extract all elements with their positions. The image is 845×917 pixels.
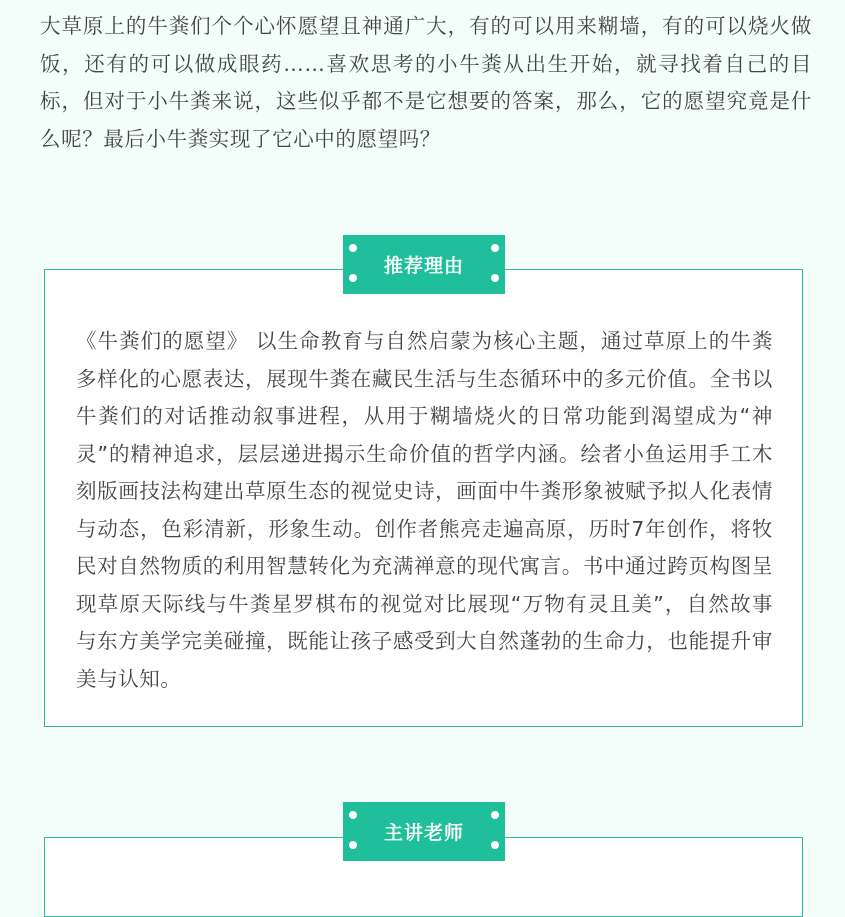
recommendation-box [44,269,803,727]
badge-dot-icon [491,811,499,819]
badge-dot-icon [491,274,499,282]
badge-dot-icon [349,811,357,819]
badge-dot-icon [349,841,357,849]
recommendation-badge [343,235,505,294]
teacher-badge [343,802,505,861]
teacher-badge-label: 主讲老师 [383,822,464,844]
recommendation-text: 《牛粪们的愿望》 以生命教育与自然启蒙为核心主题，通过草原上的牛粪多样化的心愿表达，展现牛粪在藏民生活与生态循环中的多元价值。全书以牛粪们的对话推动叙事进程，从用于糊墙烧火的日常功能到渴望成为“神灵”的精神追求，层层递进揭示生命价值的哲学内涵。绘者小鱼运用手工木刻版画技法构建出草原生态的视觉史诗，画面中牛粪形象被赋予拟人化表情与动态，色彩清新，形象生动。创作者熊亮走遍高原，历时7年创作，将牧民对自然物质的利用智慧转化为充满禅意的现代寓言。书中通过跨页构图呈现草原天际线与牛粪星罗棋布的视觉对比展现“万物有灵且美”，自然故事与东方美学完美碰撞，既能让孩子感受到大自然蓬勃的生命力，也能提升审美与认知。 [76,329,773,691]
badge-dot-icon [349,244,357,252]
badge-dot-icon [491,841,499,849]
intro-paragraph: 大草原上的牛粪们个个心怀愿望且神通广大，有的可以用来糊墙，有的可以烧火做饭，还有的可以做成眼药……喜欢思考的小牛粪从出生开始，就寻找着自己的目标，但对于小牛粪来说，这些似乎都不是它想要的答案，那么，它的愿望究竟是什么呢？最后小牛粪实现了它心中的愿望吗？ [40,14,812,151]
recommendation-badge-label: 推荐理由 [383,255,464,277]
badge-dot-icon [491,244,499,252]
badge-dot-icon [349,274,357,282]
